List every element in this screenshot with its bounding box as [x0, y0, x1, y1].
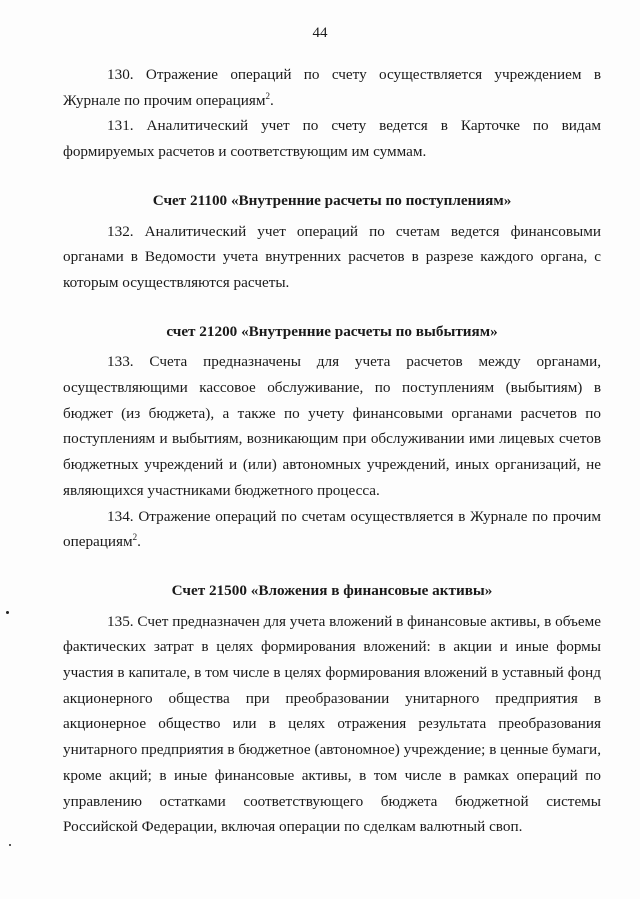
paragraph-text: 132. Аналитический учет операций по счетам ведется финансовыми органами в Ведомости учета внутренних расчетов в разрезе каждого органа, с которым осуществляются расчеты.	[63, 222, 601, 291]
section-heading-21100: Счет 21100 «Внутренние расчеты по поступлениям»	[152, 191, 512, 209]
paragraph-130	[63, 62, 601, 113]
section-heading-21200: счет 21200 «Внутренние расчеты по выбытиям»	[166, 322, 498, 340]
footnote-ref: 2	[132, 532, 138, 543]
paragraph-tail: .	[137, 533, 141, 551]
paragraph-text: 130. Отражение операций по счету осуществляется учреждением в Журнале по прочим операциям	[63, 66, 601, 109]
scan-speck	[6, 611, 9, 614]
paragraph-133	[63, 349, 601, 503]
section-heading-21500: Счет 21500 «Вложения в финансовые активы»	[171, 581, 493, 599]
paragraph-text: 133. Счета предназначены для учета расчетов между органами, осуществляющими кассовое обслуживание, по поступлениям (выбытиям) в бюджет (из бюджета), а также по учету финансовыми органами расчетов по поступлениям и выбытиям, возникающим при обслуживании ими лицевых счетов бюджетных учреждений и (или) автономных учреждений, иных организаций, не являющихся участниками бюджетного процесса.	[63, 353, 601, 499]
paragraph-132	[63, 219, 601, 296]
footnote-ref: 2	[265, 90, 270, 101]
scan-speck	[9, 844, 11, 846]
paragraph-134	[63, 504, 601, 555]
paragraph-tail: .	[269, 91, 274, 109]
paragraph-text: 131. Аналитический учет по счету ведется в Карточке по видам формируемых расчетов и соответствующим им суммам.	[63, 117, 601, 161]
paragraph-text: 135. Счет предназначен для учета вложений в финансовые активы, в объеме фактических затрат в целях формирования вложений: в акции и иные формы участия в капитале, в том числе в целях формирования вложений в уставный фонд акционерного общества при преобразовании унитарного предприятия в акционерное общество или в целях отражения результата преобразования унитарного предприятия в бюджетное (автономное) учреждение; в ценные бумаги, кроме акций; в иные финансовые активы, в том числе в рамках операций по управлению остатками соответствующего бюджета бюджетной системы Российской Федерации, включая операции по сделкам валютный своп.	[63, 612, 601, 836]
paragraph-text: 134. Отражение операций по счетам осуществляется в Журнале по прочим операциям	[63, 507, 601, 551]
page-number: 44	[312, 25, 328, 41]
page-body	[63, 62, 601, 840]
paragraph-131	[63, 113, 601, 164]
paragraph-135	[63, 609, 601, 840]
